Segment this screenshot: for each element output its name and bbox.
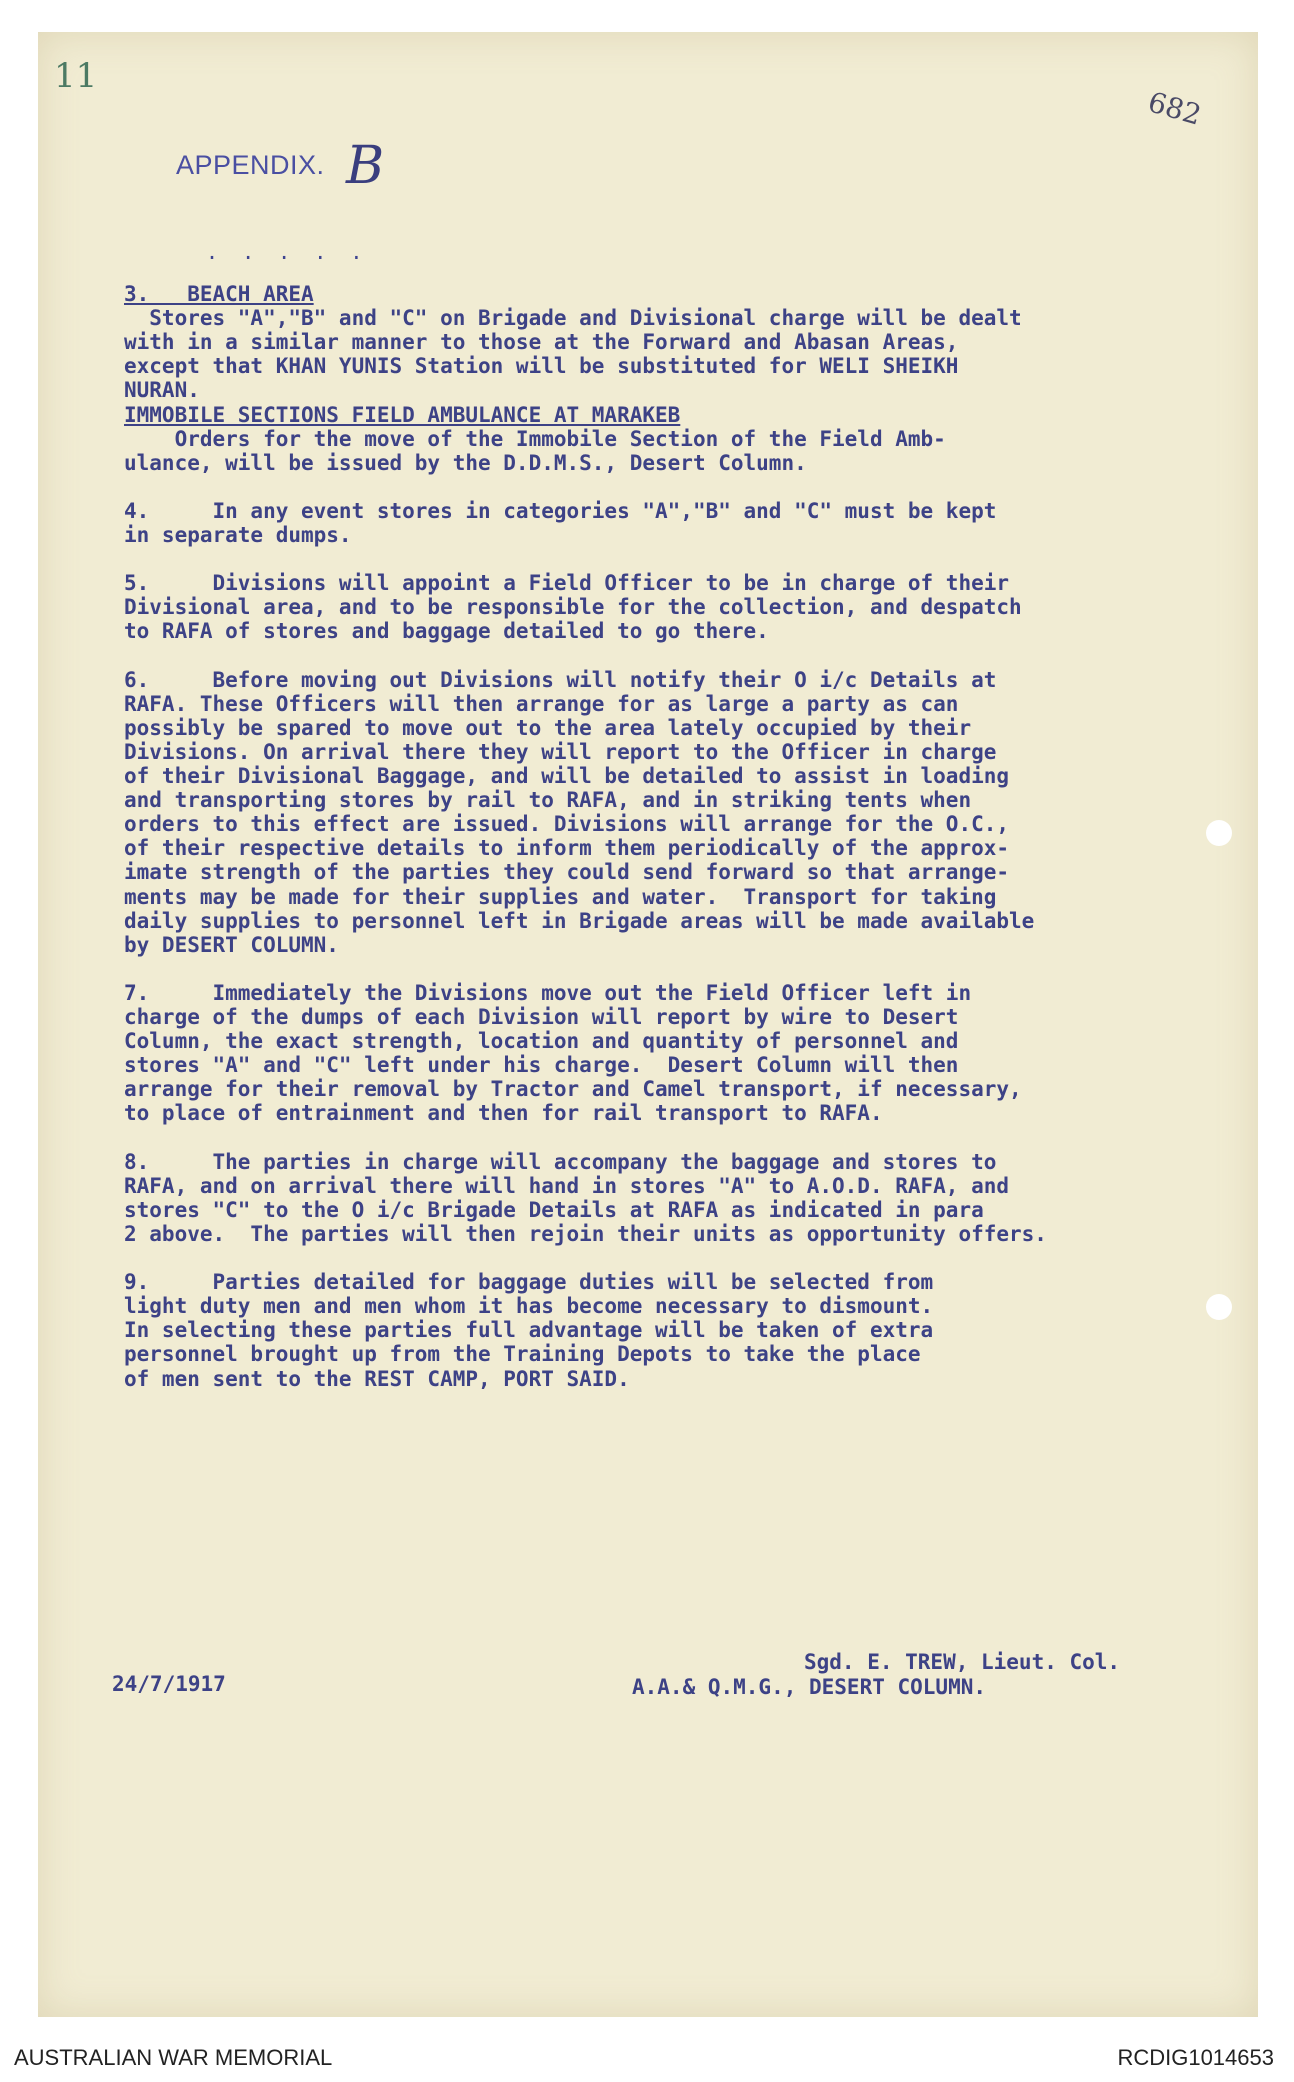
text-line: to place of entrainment and then for rail transport to RAFA. [124, 1101, 883, 1126]
signature-line-2: A.A.& Q.M.G., DESERT COLUMN. [632, 1675, 987, 1699]
text-line: orders to this effect are issued. Divisions will arrange for the O.C., [124, 812, 1010, 837]
text-line: of men sent to the REST CAMP, PORT SAID. [124, 1366, 630, 1391]
text-line: and transporting stores by rail to RAFA, and in striking tents when [124, 788, 972, 813]
document-body [124, 282, 1234, 1482]
text-line: imate strength of the parties they could send forward so that arrange- [124, 860, 1010, 885]
text-line: Orders for the move of the Immobile Section of the Field Amb- [124, 426, 946, 451]
folio-number: 11 [54, 56, 98, 96]
signature-line-1: Sgd. E. TREW, Lieut. Col. [804, 1650, 1121, 1674]
text-line: to RAFA of stores and baggage detailed to go there. [124, 619, 769, 644]
text-line: in separate dumps. [124, 523, 352, 547]
text-line: Column, the exact strength, location and quantity of personnel and [124, 1029, 959, 1054]
text-line: Divisional area, and to be responsible for the collection, and despatch [124, 595, 1022, 620]
dots-divider: . . . . . [206, 240, 369, 264]
appendix-letter: B [346, 136, 385, 196]
text-line: light duty men and men whom it has become necessary to dismount. [124, 1294, 934, 1319]
text-line: 5. Divisions will appoint a Field Officer to be in charge of their [124, 571, 1010, 596]
text-line: ulance, will be issued by the D.D.M.S., Desert Column. [124, 450, 807, 475]
text-line: IMMOBILE SECTIONS FIELD AMBULANCE AT MARAKEB [124, 402, 681, 427]
text-line: of their respective details to inform them periodically of the approx- [124, 836, 1010, 861]
footer-id: RCDIG1014653 [1117, 2045, 1274, 2070]
text-line: RAFA. These Officers will then arrange for as large a party as can [124, 691, 959, 716]
text-line: daily supplies to personnel left in Brigade areas will be made available [124, 908, 1035, 933]
page-number: 682 [1144, 85, 1205, 132]
text-line: 9. Parties detailed for baggage duties will be selected from [124, 1270, 934, 1295]
text-line: Stores "A","B" and "C" on Brigade and Divisional charge will be dealt [124, 306, 1022, 331]
text-line: charge of the dumps of each Division will report by wire to Desert [124, 1005, 959, 1029]
text-line: NURAN. [124, 378, 200, 403]
text-line: 7. Immediately the Divisions move out the Field Officer left in [124, 980, 972, 1005]
text-line: Divisions. On arrival there they will report to the Officer in charge [124, 739, 997, 764]
footer-source: AUSTRALIAN WAR MEMORIAL [14, 2045, 333, 2070]
text-line: RAFA, and on arrival there will hand in stores "A" to A.O.D. RAFA, and [124, 1173, 1010, 1198]
signature-date: 24/7/1917 [112, 1672, 226, 1696]
text-line: 8. The parties in charge will accompany the baggage and stores to [124, 1149, 997, 1174]
text-line: 6. Before moving out Divisions will notify their O i/c Details at [124, 667, 997, 692]
text-line: In selecting these parties full advantage will be taken of extra [124, 1318, 934, 1343]
text-line: 3. BEACH AREA [124, 282, 314, 306]
text-line: except that KHAN YUNIS Station will be substituted for WELI SHEIKH [124, 354, 959, 379]
text-line: 4. In any event stores in categories "A","B" and "C" must be kept [124, 498, 997, 523]
text-line: arrange for their removal by Tractor and Camel transport, if necessary, [124, 1077, 1022, 1102]
text-line: with in a similar manner to those at the Forward and Abasan Areas, [124, 330, 959, 355]
text-line: ments may be made for their supplies and water. Transport for taking [124, 884, 997, 909]
text-line: 2 above. The parties will then rejoin their units as opportunity offers. [124, 1221, 1047, 1246]
text-line: stores "A" and "C" left under his charge. Desert Column will then [124, 1053, 959, 1078]
text-line: possibly be spared to move out to the area lately occupied by their [124, 715, 972, 740]
text-line: of their Divisional Baggage, and will be detailed to assist in loading [124, 764, 1010, 788]
text-line: personnel brought up from the Training Depots to take the place [124, 1342, 921, 1367]
appendix-label: APPENDIX. [176, 150, 325, 180]
text-line: stores "C" to the O i/c Brigade Details at RAFA as indicated in para [124, 1197, 984, 1222]
text-line: by DESERT COLUMN. [124, 932, 339, 957]
